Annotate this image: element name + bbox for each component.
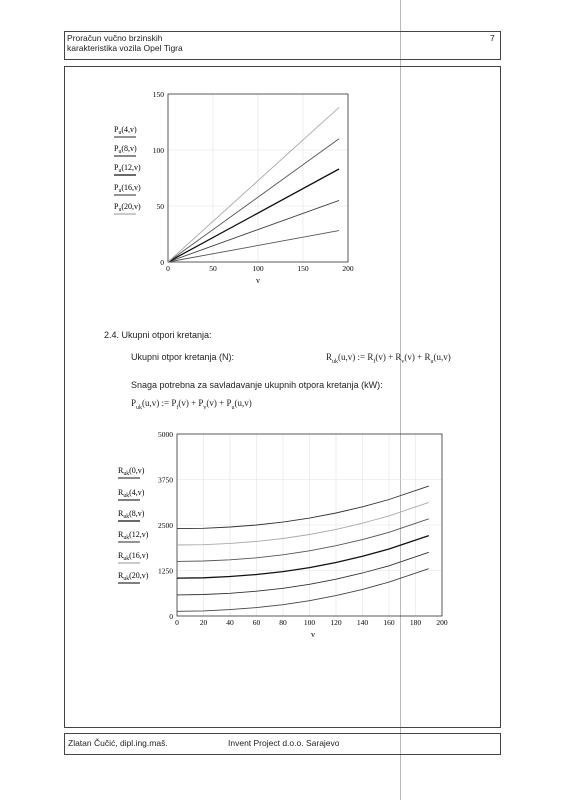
chart1-y-tick-label: 50 <box>156 202 164 211</box>
chart2-series <box>177 486 429 611</box>
chart1-x-ticks <box>166 264 354 273</box>
chart2-series-line <box>177 552 429 595</box>
chart1-x-tick-label: 0 <box>166 264 170 273</box>
chart2-x-tick-label: 120 <box>330 618 342 627</box>
chart2-legend-label: $R_{uk}(8,v)$ <box>118 509 145 520</box>
chart1-series-line <box>168 139 339 262</box>
chart2-legend-label: $R_{uk}(16,v)$ <box>118 551 149 562</box>
chart1-y-tick-label: 150 <box>152 90 164 99</box>
chart1-legend <box>114 125 141 214</box>
chart2-x-ticks <box>175 618 448 627</box>
resistance-label: Ukupni otpor kretanja (N): <box>131 352 235 362</box>
chart1-x-tick-label: 150 <box>297 264 309 273</box>
chart1-series-line <box>168 107 339 262</box>
chart2-legend-label: $R_{uk}(12,v)$ <box>118 530 149 541</box>
chart2-x-tick-label: 80 <box>279 618 287 627</box>
chart2-x-tick-label: 180 <box>409 618 422 627</box>
power-formula: $P_{uk}(u,v)$ := $P_f(v) + P_v(v) + P_u(u,v)$ <box>131 398 252 411</box>
chart2-series-line <box>177 486 429 528</box>
chart1-series-line <box>168 169 339 262</box>
document-title-line1: Proračun vučno brzinskih <box>67 33 163 43</box>
chart-power-pu <box>100 86 370 291</box>
chart2-legend-label: $R_{uk}(20,v)$ <box>118 571 149 582</box>
chart2-x-tick-label: 60 <box>252 618 261 627</box>
chart2-x-tick-label: 100 <box>303 618 316 627</box>
chart2-x-tick-label: 200 <box>436 618 448 627</box>
chart1-legend-label: $P_u(12,v)$ <box>114 163 141 174</box>
chart2-x-tick-label: 40 <box>226 618 234 627</box>
chart2-y-tick-label: 2500 <box>158 521 173 530</box>
chart1-legend-label: $P_u(4,v)$ <box>114 125 137 136</box>
chart1-legend-label: $P_u(20,v)$ <box>114 202 141 213</box>
chart2-x-tick-label: 0 <box>175 618 179 627</box>
chart1-series-line <box>168 200 339 262</box>
document-title-line2: karakteristika vozila Opel Tigra <box>67 43 183 53</box>
chart1-y-tick-label: 0 <box>160 258 164 267</box>
chart1-legend-label: $P_u(8,v)$ <box>114 144 137 155</box>
resistance-formula: $R_{uk}(u,v)$ := $R_f(v) + R_v(v) + R_u(u,v)$ <box>326 352 451 365</box>
chart1-x-tick-label: 50 <box>209 264 217 273</box>
chart2-series-line <box>177 536 429 579</box>
chart1-x-label: v <box>256 276 260 285</box>
chart1-y-tick-label: 100 <box>152 146 164 155</box>
section-heading: 2.4. Ukupni otpori kretanja: <box>104 330 212 340</box>
footer-company: Invent Project d.o.o. Sarajevo <box>228 738 340 748</box>
chart2-x-tick-label: 20 <box>199 618 208 627</box>
chart2-y-ticks <box>158 430 173 621</box>
chart2-series-line <box>177 569 429 612</box>
chart1-series <box>168 107 339 262</box>
chart1-series-line <box>168 231 339 262</box>
footer-author: Zlatan Čučić, dipl.ing.maš. <box>68 738 168 748</box>
chart1-legend-label: $P_u(16,v)$ <box>114 183 141 194</box>
document-title <box>67 33 183 53</box>
chart2-y-tick-label: 0 <box>169 612 173 621</box>
chart2-x-tick-label: 160 <box>383 618 395 627</box>
chart1-y-ticks <box>153 90 165 267</box>
chart2-y-tick-label: 1250 <box>158 566 173 576</box>
chart2-y-tick-label: 3750 <box>158 475 173 485</box>
chart2-x-tick-label: 140 <box>356 618 369 627</box>
chart1-x-tick-label: 100 <box>252 264 264 273</box>
chart2-legend-label: $R_{uk}(4,v)$ <box>118 488 145 499</box>
chart2-grid <box>177 434 442 616</box>
power-label: Snaga potrebna za savladavanje ukupnih otpora kretanja (kW): <box>131 380 383 390</box>
chart2-y-tick-label: 5000 <box>158 430 173 439</box>
chart2-legend <box>118 466 149 583</box>
chart-resistance-ruk <box>100 425 460 640</box>
chart2-series-line <box>177 502 429 545</box>
chart1-grid <box>168 94 348 262</box>
page-number: 7 <box>490 33 495 43</box>
chart2-legend-label: $R_{uk}(0,v)$ <box>118 466 145 477</box>
chart2-x-label: v <box>311 630 315 639</box>
chart1-x-tick-label: 200 <box>342 264 354 273</box>
